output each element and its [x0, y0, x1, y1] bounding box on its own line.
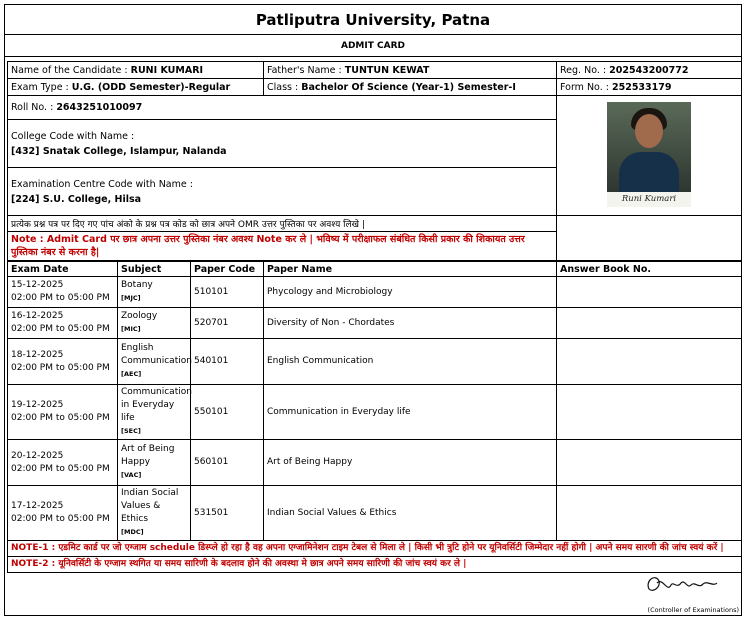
form-no-cell: Form No. : 252533179: [557, 79, 742, 96]
father-name-cell: Father's Name : TUNTUN KEWAT: [264, 62, 557, 79]
centre-cell: Examination Centre Code with Name : [224] S.U. College, Hilsa: [8, 168, 557, 216]
candidate-name: RUNI KUMARI: [130, 64, 204, 76]
table-row: 16-12-2025 02:00 PM to 05:00 PM Zoology [MIC] 520701 Diversity of Non - Chordates: [8, 308, 742, 339]
footnote-1: NOTE-1 : एडमिट कार्ड पर जो एग्जाम schedule डिस्प्ले हो रहा है वह अपना एग्जामिनेशन टाइम टेबल से मिला ले | किसी भी त्रुटि होने पर यूनिवर्सिटी जिम्मेदार नहीं होगी | अपने समय सारणी की जांच स्वयं करें |: [8, 541, 742, 557]
centre-name: [224] S.U. College, Hilsa: [11, 193, 142, 205]
form-no: 252533179: [611, 81, 672, 93]
candidate-photo: [607, 102, 691, 207]
header-paper-name: Paper Name: [264, 262, 557, 277]
exam-schedule-table: [7, 261, 742, 573]
controller-signature: [643, 571, 733, 599]
admit-card: [4, 4, 742, 616]
controller-label: (Controller of Examinations): [647, 606, 739, 614]
father-name: TUNTUN KEWAT: [344, 64, 430, 76]
reg-no: 202543200772: [609, 64, 689, 76]
footnote-2: NOTE-2 : यूनिवर्सिटी के एग्जाम स्थगित या समय सारिणी के बदलाव होने की अवस्था मे छात्र अपने समय सारिणी की जांच स्वयं कर ले |: [8, 557, 742, 573]
reg-no-cell: Reg. No. : 202543200772: [557, 62, 742, 79]
exam-type: U.G. (ODD Semester)-Regular: [71, 81, 231, 93]
roll-no-cell: Roll No. : 2643251010097: [8, 96, 557, 120]
header-paper-code: Paper Code: [191, 262, 264, 277]
candidate-info-table: [7, 61, 742, 261]
photo-signature: Runi Kumari: [607, 192, 691, 207]
candidate-name-cell: Name of the Candidate : RUNI KUMARI: [8, 62, 264, 79]
table-row: 17-12-2025 02:00 PM to 05:00 PM Indian Social Values & Ethics [MDC] 531501 Indian Social Values & Ethics: [8, 486, 742, 541]
table-row: 20-12-2025 02:00 PM to 05:00 PM Art of Being Happy [VAC] 560101 Art of Being Happy: [8, 440, 742, 486]
header-answer-book: Answer Book No.: [557, 262, 742, 277]
class-name: Bachelor Of Science (Year-1) Semester-I: [301, 81, 516, 93]
photo-cell: [557, 96, 742, 216]
instruction: प्रत्येक प्रश्न पत्र पर दिए गए पांच अंको के प्रश्न पत्र कोड को छात्र अपने OMR उत्तर पुस्तिका पर अवश्य लिखे |: [8, 216, 557, 232]
college-cell: College Code with Name : [432] Snatak College, Islampur, Nalanda: [8, 120, 557, 168]
table-row: 15-12-2025 02:00 PM to 05:00 PM Botany [MJC] 510101 Phycology and Microbiology: [8, 277, 742, 308]
document-title: ADMIT CARD: [5, 35, 741, 57]
answer-book-note: Note : Admit Card पर छात्र अपना उत्तर पुस्तिका नंबर अवश्य Note कर ले | भविष्य में परीक्षाफल संबंधित किसी प्रकार की शिकायत उत्तर पुस्तिका नंबर से करना है|: [8, 232, 557, 261]
exam-type-cell: Exam Type : U.G. (ODD Semester)-Regular: [8, 79, 264, 96]
header-subject: Subject: [118, 262, 191, 277]
roll-no: 2643251010097: [56, 102, 143, 113]
header-exam-date: Exam Date: [8, 262, 118, 277]
table-row: 19-12-2025 02:00 PM to 05:00 PM Communication in Everyday life [SEC] 550101 Communication in Everyday life: [8, 385, 742, 440]
university-title: Patliputra University, Patna: [5, 5, 741, 35]
college-name: [432] Snatak College, Islampur, Nalanda: [11, 145, 227, 157]
class-cell: Class : Bachelor Of Science (Year-1) Semester-I: [264, 79, 557, 96]
table-row: 18-12-2025 02:00 PM to 05:00 PM English Communication [AEC] 540101 English Communication: [8, 339, 742, 385]
